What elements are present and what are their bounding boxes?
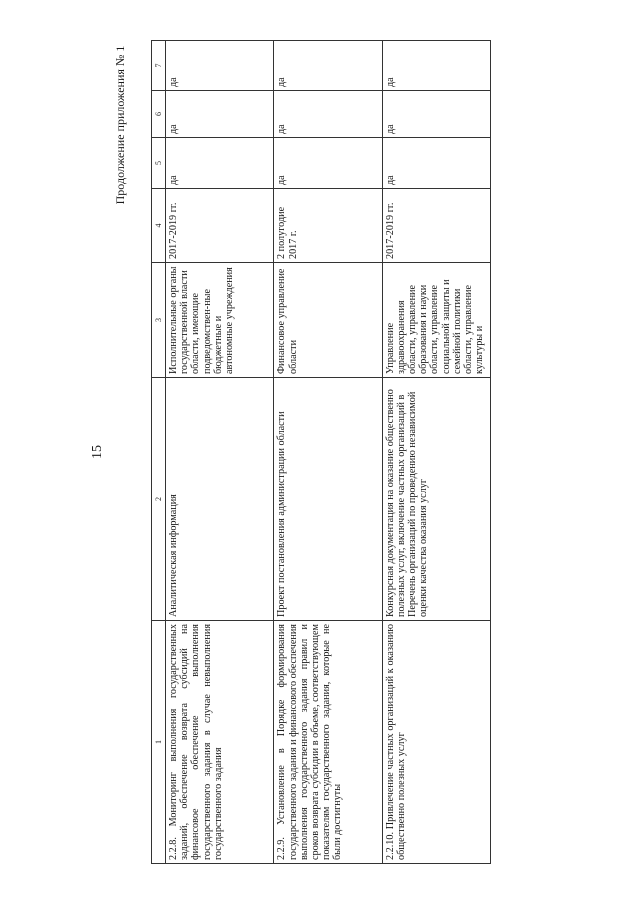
measure-cell: 2.2.10. Привлечение частных организаций к оказанию общественно полезных услуг — [382, 621, 490, 864]
period-cell: 2017-2019 гг. — [166, 189, 274, 263]
flag-cell: да — [382, 138, 490, 189]
period-cell: 2017-2019 гг. — [382, 189, 490, 263]
executor-cell: Финансовое управление области — [274, 263, 382, 378]
executor-cell: Управление здравоохранения области, управление образования и науки области, управление социальной защиты и семейной политики области, управление культуры и — [382, 263, 490, 378]
header-cell: 6 — [152, 91, 166, 138]
flag-cell: да — [166, 138, 274, 189]
executor-cell: Исполнительные органы государственной власти области, имеющие подведомствен-ные бюджетные и автономные учреждения — [166, 263, 274, 378]
table-row — [274, 41, 382, 864]
period-cell: 2 полугодие 2017 г. — [274, 189, 382, 263]
flag-cell: да — [382, 91, 490, 138]
rotated-table-container — [151, 41, 491, 864]
header-cell: 5 — [152, 138, 166, 189]
flag-cell: да — [166, 41, 274, 91]
flag-cell: да — [274, 91, 382, 138]
table-row — [382, 41, 490, 864]
result-cell: Проект постановления администрации области — [274, 378, 382, 621]
flag-cell: да — [382, 41, 490, 91]
header-cell: 3 — [152, 263, 166, 378]
result-cell: Конкурсная документация на оказание общественно полезных услуг, включение частных организаций в Перечень организаций по проведению независимой оценки качества оказания услуг — [382, 378, 490, 621]
measure-cell: 2.2.8. Мониторинг выполнения государственных заданий, обеспечение возврата субсидий на финансовое обеспечение выполнения государственного задания в случае невыполнения государственного задания — [166, 621, 274, 864]
appendix-continuation-note: Продолжение приложения № 1 — [113, 45, 127, 205]
table-header-row — [152, 41, 166, 864]
header-cell: 2 — [152, 378, 166, 621]
page-number: 15 — [90, 445, 105, 459]
result-cell: Аналитическая информация — [166, 378, 274, 621]
measures-table — [151, 40, 491, 864]
flag-cell: да — [274, 138, 382, 189]
header-cell: 1 — [152, 621, 166, 864]
header-cell: 7 — [152, 41, 166, 91]
header-cell: 4 — [152, 189, 166, 263]
table-row — [166, 41, 274, 864]
flag-cell: да — [274, 41, 382, 91]
flag-cell: да — [166, 91, 274, 138]
measure-cell: 2.2.9. Установление в Порядке формирования государственного задания и финансового обеспечения выполнения государственного задания правил и сроков возврата субсидии в объеме, соответствующем показателям государственного задания, которые не были достигнуты — [274, 621, 382, 864]
